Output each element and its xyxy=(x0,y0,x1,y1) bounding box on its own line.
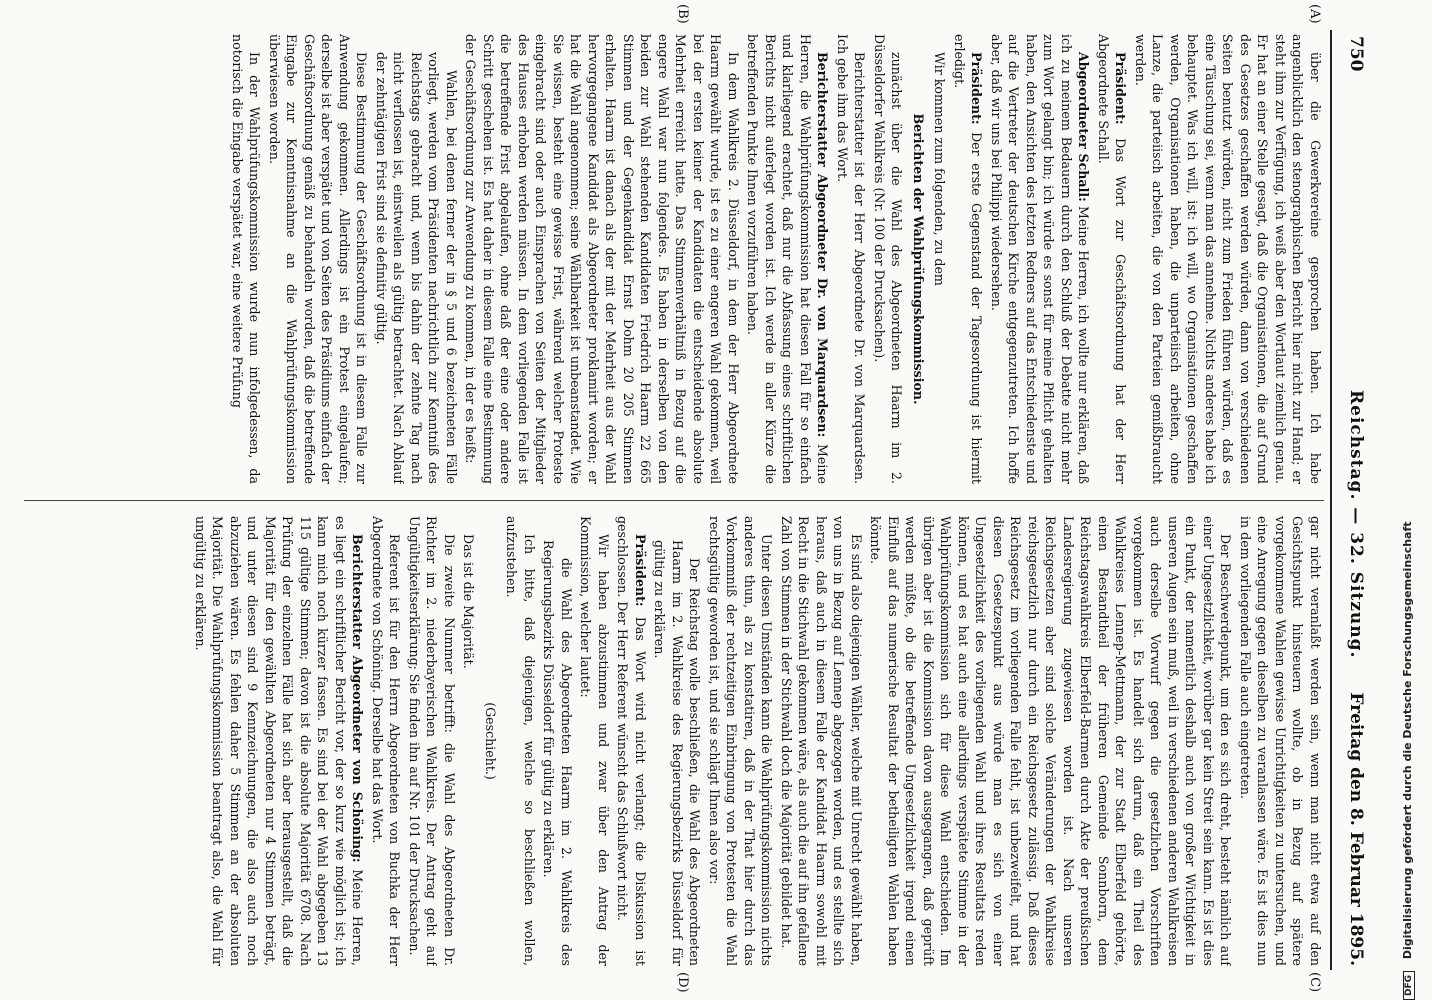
speaker-label: Abgeordneter Schall: xyxy=(1076,52,1092,202)
paragraph: gar nicht veranlaßt werden sein, wenn man nicht etwa auf den Gesichtspunkt hinsteuern wollte, ob in Bezug auf spätere vorgekommene Wahlen gewisse Unrichtigkeiten zu untersuchen, und eine Anregung gegen dieselben zu veranlassen wäre. Es ist dies nun in dem vorliegenden Falle auch eingetreten. xyxy=(1238,516,1323,966)
paragraph: Ich bitte, daß diejenigen, welche so beschließen wollen, aufzustehen. xyxy=(504,516,537,966)
paragraph xyxy=(988,34,1093,484)
motion-text: die Wahl des Abgeordneten Haarm im 2. Wahlkreis des Regierungsbezirks Düsseldorf für gültig zu erklären. xyxy=(541,540,574,966)
paragraph-text: Der erste Gegenstand der Tagesordnung ist hiermit erledigt. xyxy=(952,34,985,484)
stage-direction: (Geschieht.) xyxy=(483,702,498,780)
right-column xyxy=(24,516,1324,966)
margin-mark-d: (D) xyxy=(675,972,690,993)
paragraph: über die Gewerkvereine gesprochen haben. Ich habe angenblicklich den stenographischen Bericht hier nicht zur Hand; er steht ihm zur Verfügung, ich weiß aber den Wortlaut ziemlich genau. Er hat an einer Stelle gesagt, daß die Organisationen, die auf Grund des Gesetzes geschaffen werden würden, dann von verschiedenen Seiten benutzt würden, nicht zum Frieden führen würden, daß es eine Täuschung sei, wenn man das annehme. Nichts anderes habe ich behauptet. Was ich will, ist: ich will, wo Organisationen geschaffen werden, Organisationen haben, die unparteiisch arbeiten, ohne Lanze, die parteiisch arbeiten, die von den Parteien gemißbraucht werden. xyxy=(1133,34,1323,484)
section-heading: Berichten der Wahlprüfungskommission. xyxy=(911,113,926,405)
paragraph-text: Meine Herren, die Wahlprüfungskommission hat diesen Fall für so einfach und klarliegend erachtet, daß nur die Abfassung eines schriftlichen Berichts nicht auferlegt worden ist. Ich werde in aller Kürze die betreffenden Punkte Ihnen vorzuführen haben. xyxy=(745,34,831,484)
paragraph: Diese Bestimmung der Geschäftsordnung ist in diesem Falle zur Anwendung gekommen. Allerdings ist ein Protest eingelaufen; derselbe ist aber verspätet und von Seiten des Präsidiums einfach der Geschäftsordnung gemäß zu behandeln worden, daß die betreffende Eingabe zur Kenntnisnahme an die Wahlprüfungskommission überwiesen worden. xyxy=(267,34,370,484)
speaker-label: Präsident: xyxy=(969,52,985,125)
digitization-footer xyxy=(1401,0,1423,1000)
dfg-logo: DFG xyxy=(1403,971,1415,1000)
paragraph: Es sind also diejenigen Wähler, welche mit Unrecht gewählt haben, von uns in Bezug auf Lennep abgezogen worden, und es stellte sich heraus, daß auch in diesem Falle der Kandidat Haarm sowohl mit Recht in die Stichwahl gekommen wäre, als auch die auf ihn gefallene Zahl von Stimmen in der Stichwahl doch die Majorität gebildet hat. xyxy=(779,516,864,966)
paragraph xyxy=(192,516,367,966)
paragraph-text: Das Wort zur Geschäftsordnung hat der Herr Abgeordnete Schall. xyxy=(1096,34,1129,484)
paragraph-text: Meine Herren, es liegt ein schriftlicher Bericht vor, der so kurz wie möglich ist; ich kann mich noch kürzer fassen. Es sind bei der Wahl abgegeben 13 115 gültige Stimmen; davon ist die absolute Majorität 6708. Nach Prüfung der einzelnen Fälle hat sich aber herausgestellt, daß die Majorität für den gewählten Abgeordneten nur 4 Stimmen beträgt, und unter diesen sind 9 Kennzeichnungen, die also auch noch abzuziehen wären. Es fehlen daher 5 Stimmen an der absoluten Majorität. Die Wahlprüfungskommission beantragt also, die Wahl für ungültig zu erklären. xyxy=(193,516,366,966)
margin-mark-a: (A) xyxy=(1307,4,1322,24)
paragraph xyxy=(744,34,832,484)
paragraph: zunächst über die Wahl des Abgeordneten Haarm im 2. Düsseldorfer Wahlkreis (Nr. 100 der Drucksachen). xyxy=(872,34,905,484)
paragraph: In der Wahlprüfungskommission wurde nun infolgedessen, da notorisch die Eingabe verspätet war, eine weitere Prüfung xyxy=(230,34,263,484)
paragraph: Der Beschwerdepunkt, um den es sich dreht, besteht nämlich auf einer Ungesetzlichkeit, worüber gar kein Streit sein kann. Es ist dies ein Punkt, der namentlich deshalb auch von großer Wichtigkeit in unseren Augen sein muß, weil in verschiedenen anderen Wahlkreisen auch derselbe Vorwurf gegen die gesetzlichen Vorschriften vorgekommen ist. Es handelt sich darum, daß ein Theil des Wahlkreises Lennep-Mettmann, der zur Stadt Elberfeld gehörte, einen Bestandtheil der früheren Gemeinde Sonnborn, dem Reichstagswahlkreis Elberfeld-Barmen durch Akte der preußischen Landesregierung zugewiesen worden ist. Nach unseren Reichsgesetzen aber sind solche Veränderungen der Wahlkreise reichsgesetzlich nur durch ein Reichsgesetz zulässig. Daß dieses Reichsgesetz im vorliegenden Falle fehlt, ist unbezweifelt, und hat diesen Gesetzespunkt aus würde man es sich von einer Ungesetzlichkeit des vorliegenden Wahl und ihres Resultats reden können, und es hat auch eine allerdings verspätete Stimme in der Wahlprüfungskommission sich für diese Wahl entschieden. Im übrigen aber ist die Kommission davon ausgegangen, daß geprüft werden müßte, ob die betreffende Ungesetzlichkeit irgend einen Einfluß auf das numerische Resultat der betheiligten Wahlen haben könnte. xyxy=(868,516,1234,966)
speaker-label: Berichterstatter Abgeordneter Dr. von Marquardsen: xyxy=(815,52,831,438)
paragraph-text: Das Wort wird nicht verlangt; die Diskussion ist geschlossen. Der Herr Referent wünscht das Schlußwort nicht. xyxy=(615,516,648,966)
motion-text: Der Reichstag wolle beschließen, die Wahl des Abgeordneten Haarm im 2. Wahlkreise des Regierungsbezirks Düsseldorf für gültig zu erklären. xyxy=(652,540,703,966)
paragraph: Die zweite Nummer betrifft: die Wahl des Abgeordneten Dr. Richter im 2. niederbayerischen Wahlkreis. Der Antrag geht auf Ungültigkeitserklärung; Sie finden ihn auf Nr. 101 der Drucksachen. xyxy=(407,516,457,966)
paragraph: Berichterstatter ist der Herr Abgeordnete Dr. von Marquardsen. Ich gebe ihm das Wort. xyxy=(835,34,868,484)
margin-mark-c: (C) xyxy=(1307,972,1322,993)
page-number: 750 xyxy=(1346,36,1366,72)
margin-mark-b: (B) xyxy=(675,4,690,24)
paragraph: Das ist die Majorität. xyxy=(461,534,477,669)
paragraph xyxy=(1095,34,1130,484)
speaker-label: Berichterstatter Abgeordneter von Schöning: xyxy=(350,534,366,863)
left-column xyxy=(24,34,1324,484)
header-rule xyxy=(1330,30,1332,970)
digitization-credit: Digitalisierung gefördert durch die Deutsche Forschungsgemeinschaft xyxy=(1401,521,1414,960)
column-divider xyxy=(24,500,1324,501)
quoted-rule: Wahlen, bei denen ferner der in § 5 und 6 bezeichneten Fälle vorliegt, werden vom Präsidenten nachrichtlich zur Kenntniß des Reichstags gebracht und, wenn bis dahin der zehnte Tag nach nicht verflossen ist, einstweilen als gültig betrachtet. Nach Ablauf der zehntägigen Frist sind sie definitiv gültig. xyxy=(374,52,459,484)
session-date: Freitag den 8. Februar 1895. xyxy=(1346,692,1366,966)
paragraph: Unter diesen Umständen kann die Wahlprüfungskommission nichts anderes thun, als zu konstatiren, daß in der That hier durch das Vorkommniß der rechtzeitigen Einbringung von Protesten die Wahl rechtsgültig geworden ist, und sie schlägt Ihnen also vor: xyxy=(707,516,775,966)
paragraph: Wir haben abzustimmen und zwar über den Antrag der Kommission, welcher lautet: xyxy=(578,516,611,966)
speaker-label: Präsident: xyxy=(633,534,648,607)
paragraph xyxy=(951,34,986,484)
speaker-label: Präsident: xyxy=(1113,52,1129,125)
paragraph: In dem Wahlkreis 2. Düsseldorf, in dem der Herr Abgeordnete Haarm gewählt wurde, ist es zu einer engeren Wahl gekommen, weil bei der ersten keiner der Kandidaten die entscheidende absolute Mehrheit erreicht hatte. Das Stimmenverhältniß in Bezug auf die engere Wahl war nun folgendes. Es haben in derselben von den beiden zur Wahl stehenden Kandidaten Friedrich Haarm 22 665 Stimmen und der Gegenkandidat Ernst Dohm 20 205 Stimmen erhalten. Haarm ist danach als der mit der Mehrheit aus der Wahl hervorgegangene Kandidat als Abgeordneter proklamirt worden; er hat die Wahl angenommen; seine Wählbarkeit ist unbeanstandet. Wie Sie wissen, besteht eine gewisse Frist, während welcher Proteste eingebracht sind oder auch Einsprachen von Seiten der Mitglieder des Hauses erhoben werden müssen. In dem vorliegenden Falle ist die betreffende Frist abgelaufen, ohne daß der eine oder andere Schritt geschehen ist. Es hat daher in diesem Falle eine Bestimmung der Geschäftsordnung zur Anwendung zu kommen, in der es heißt: xyxy=(463,34,741,484)
paragraph-text: Meine Herren, ich wollte nur erklären, daß ich zu meinem Bedauern durch den Schluß der Debatte nicht mehr zum Wort gelangt bin; ich würde es sonst für meine Pflicht gehalten haben, den Ansichten des letzten Redners auf das Entschiedenste und auf die Vertreter der deutschen Kirche entgegenzutreten. Ich hoffe aber, daß wir uns bei Philippi wiedersehen. xyxy=(989,34,1092,484)
running-title: Reichstag. — 32. Sitzung. xyxy=(1346,390,1366,659)
paragraph: Referent ist für den Herrn Abgeordneten von Buchka der Herr Abgeordnete von Schöning. Derselbe hat das Wort. xyxy=(370,516,403,966)
paragraph xyxy=(614,516,649,966)
page-header xyxy=(1338,30,1372,970)
paragraph: Wir kommen zum folgenden, zu dem xyxy=(932,52,948,286)
